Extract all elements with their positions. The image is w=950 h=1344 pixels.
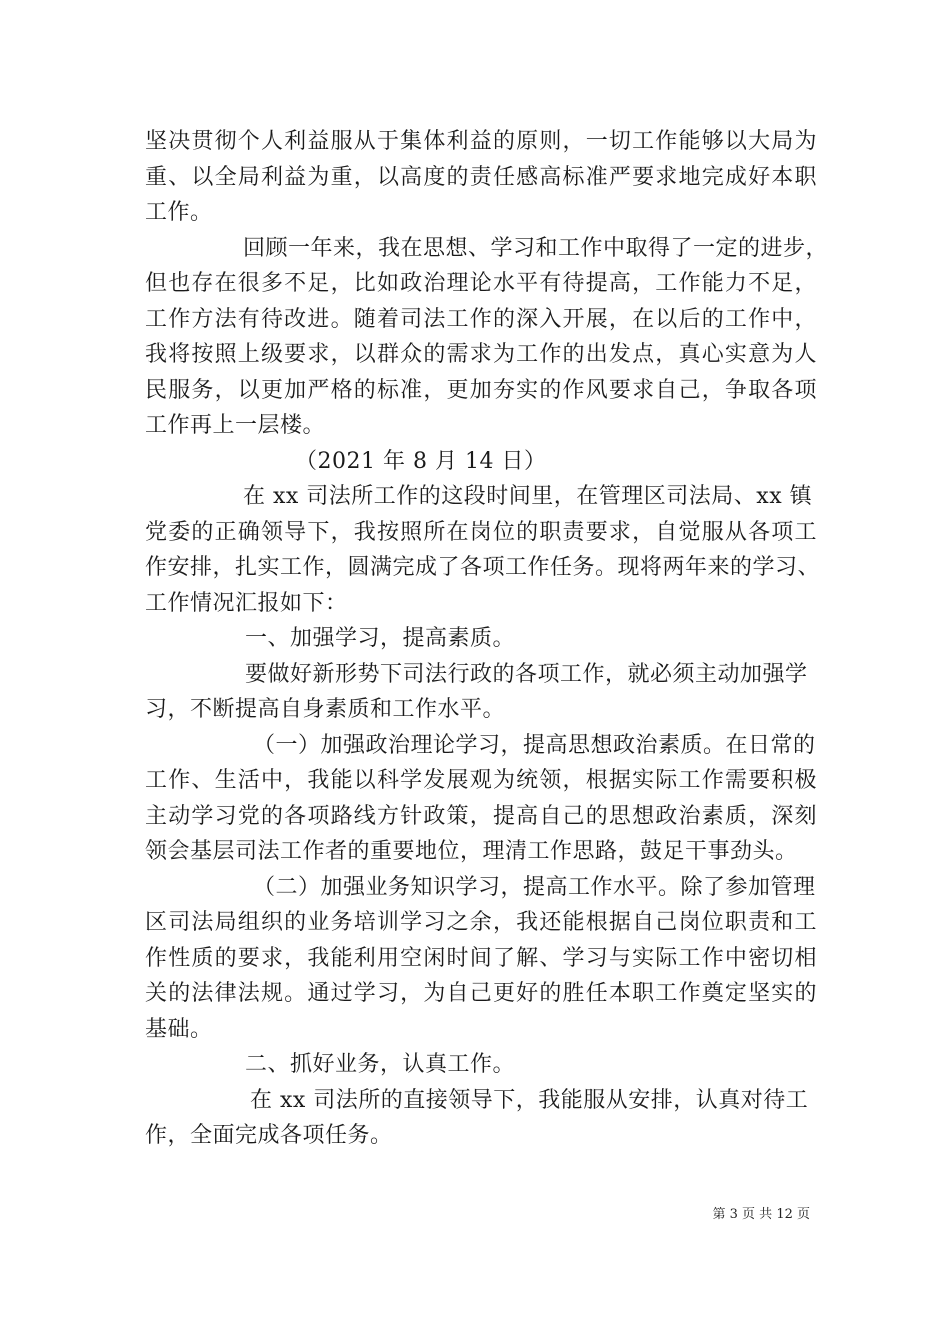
text-line: 重、以全局利益为重，以高度的责任感高标准严要求地完成好本职 (145, 164, 817, 190)
subsection-start-line: （二）加强业务知识学习，提高工作水平。除了参加管理 (253, 874, 816, 900)
text-line: 但也存在很多不足，比如政治理论水平有待提高，工作能力不足， (145, 271, 817, 296)
text-line: 区司法局组织的业务培训学习之余，我还能根据自己岗位职责和工 (145, 910, 817, 935)
text-line: 工作、生活中，我能以科学发展观为统领，根据实际工作需要积极 (145, 768, 817, 793)
text-line: 工作情况汇报如下： (145, 590, 348, 616)
paragraph-start-line: 要做好新形势下司法行政的各项工作，就必须主动加强学 (245, 661, 808, 687)
text-line: 主动学习党的各项路线方针政策，提高自己的思想政治素质，深刻 (145, 803, 817, 829)
text-line: 工作再上一层楼。 (145, 413, 326, 438)
section-heading: 一、加强学习，提高素质。 (245, 626, 516, 651)
text-line: 党委的正确领导下，我按照所在岗位的职责要求，自觉服从各项工 (145, 519, 817, 545)
paragraph-start-line: 在 xx 司法所工作的这段时间里，在管理区司法局、xx 镇 (243, 484, 813, 509)
text-line: 关的法律法规。通过学习，为自己更好的胜任本职工作奠定坚实的 (145, 981, 817, 1006)
text-line: 我将按照上级要求，以群众的需求为工作的出发点，真心实意为人 (145, 342, 817, 367)
text-line: 领会基层司法工作者的重要地位，理清工作思路，鼓足干事劲头。 (145, 839, 798, 864)
text-line: 基础。 (145, 1016, 213, 1042)
text-line: 作安排，扎实工作，圆满完成了各项工作任务。现将两年来的学习、 (145, 555, 821, 580)
text-line: 习，不断提高自身素质和工作水平。 (145, 697, 506, 722)
text-line: 工作。 (145, 200, 213, 225)
section-heading: 二、抓好业务，认真工作。 (245, 1052, 516, 1077)
document-body (145, 124, 829, 1154)
text-line: 坚决贯彻个人利益服从于集体利益的原则，一切工作能够以大局为 (145, 129, 817, 154)
text-line: 民服务，以更加严格的标准，更加夯实的作风要求自己，争取各项 (145, 377, 817, 403)
paragraph-start-line: 在 xx 司法所的直接领导下，我能服从安排，认真对待工 (250, 1087, 809, 1113)
text-line: 作，全面完成各项任务。 (145, 1123, 393, 1148)
page-number-footer: 第 3 页 共 12 页 (712, 1207, 810, 1222)
text-line: 工作方法有待改进。随着司法工作的深入开展，在以后的工作中， (145, 306, 817, 332)
text-line: 作性质的要求，我能利用空闲时间了解、学习与实际工作中密切相 (145, 945, 817, 971)
subsection-start-line: （一）加强政治理论学习，提高思想政治素质。在日常的 (253, 732, 816, 758)
date-line: （2021 年 8 月 14 日） (295, 448, 547, 474)
paragraph-start-line: 回顾一年来，我在思想、学习和工作中取得了一定的进步， (243, 235, 829, 261)
